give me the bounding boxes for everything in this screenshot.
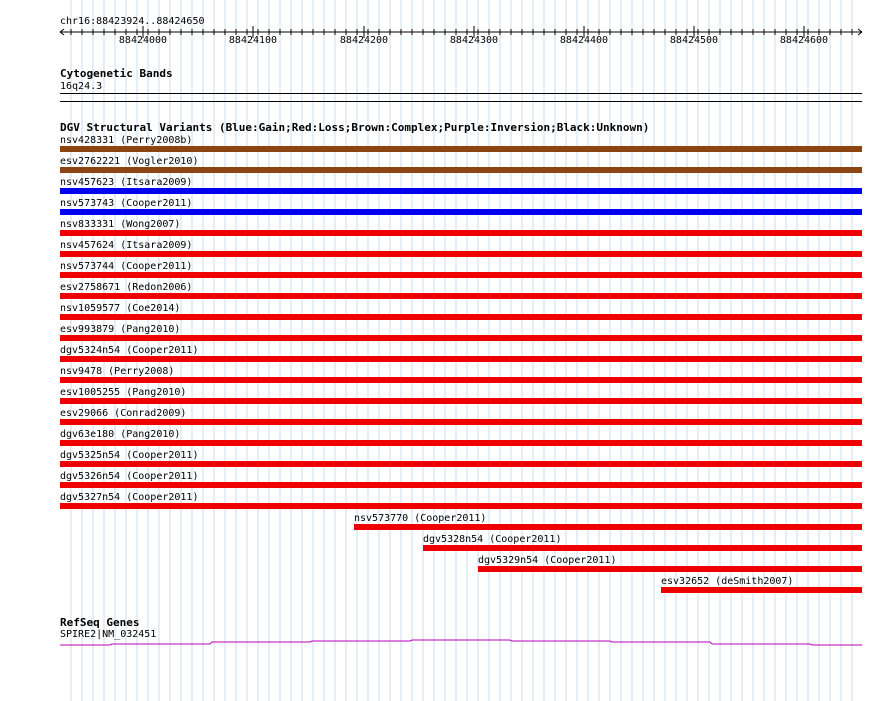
variant-bar-loss[interactable] (478, 566, 862, 572)
variant-label[interactable]: dgv63e180 (Pang2010) (60, 429, 181, 440)
ruler-tick-label: 88424400 (559, 35, 609, 46)
cytoband-title: Cytogenetic Bands (60, 67, 173, 80)
cytoband-line-bottom (60, 101, 862, 102)
region-label: chr16:88423924..88424650 (60, 16, 205, 27)
variant-bar-loss[interactable] (60, 335, 862, 341)
variant-bar-loss[interactable] (423, 545, 862, 551)
variant-bar-loss[interactable] (354, 524, 862, 530)
variant-label[interactable]: nsv9478 (Perry2008) (60, 366, 175, 377)
variant-label[interactable]: nsv457623 (Itsara2009) (60, 177, 193, 188)
variant-bar-loss[interactable] (60, 440, 862, 446)
variant-label[interactable]: nsv428331 (Perry2008b) (60, 135, 193, 146)
variant-label[interactable]: esv2758671 (Redon2006) (60, 282, 193, 293)
ruler-tick-label: 88424300 (449, 35, 499, 46)
variant-label[interactable]: esv993879 (Pang2010) (60, 324, 181, 335)
dgv-title: DGV Structural Variants (Blue:Gain;Red:Loss;Brown:Complex;Purple:Inversion;Black:Unknown) (60, 121, 650, 134)
ruler-tick-label: 88424200 (339, 35, 389, 46)
variant-label[interactable]: esv32652 (deSmith2007) (661, 576, 794, 587)
ruler-tick-label: 88424500 (669, 35, 719, 46)
variant-label[interactable]: dgv5324n54 (Cooper2011) (60, 345, 199, 356)
variant-bar-loss[interactable] (661, 587, 862, 593)
refseq-title: RefSeq Genes (60, 616, 140, 629)
variant-bar-loss[interactable] (60, 461, 862, 467)
variant-label[interactable]: esv29066 (Conrad2009) (60, 408, 187, 419)
variant-bar-loss[interactable] (60, 272, 862, 278)
variant-bar-loss[interactable] (60, 356, 862, 362)
variant-bar-loss[interactable] (60, 398, 862, 404)
ruler-tick-label: 88424100 (228, 35, 278, 46)
variant-bar-loss[interactable] (60, 377, 862, 383)
cytoband-label: 16q24.3 (60, 81, 103, 92)
variant-bar-loss[interactable] (60, 314, 862, 320)
variant-label[interactable]: nsv833331 (Wong2007) (60, 219, 181, 230)
variant-label[interactable]: dgv5325n54 (Cooper2011) (60, 450, 199, 461)
variant-label[interactable]: esv1005255 (Pang2010) (60, 387, 187, 398)
ruler-tick-label: 88424000 (118, 35, 168, 46)
cytoband-line-top (60, 93, 862, 94)
variant-label[interactable]: dgv5328n54 (Cooper2011) (423, 534, 562, 545)
variant-label[interactable]: dgv5329n54 (Cooper2011) (478, 555, 617, 566)
variant-label[interactable]: nsv573743 (Cooper2011) (60, 198, 193, 209)
variant-bar-loss[interactable] (60, 482, 862, 488)
variant-bar-loss[interactable] (60, 251, 862, 257)
ruler-tick-label: 88424600 (779, 35, 829, 46)
variant-label[interactable]: nsv1059577 (Coe2014) (60, 303, 181, 314)
variant-label[interactable]: dgv5326n54 (Cooper2011) (60, 471, 199, 482)
refseq-gene-model[interactable] (0, 636, 890, 648)
variant-bar-loss[interactable] (60, 419, 862, 425)
variant-bar-loss[interactable] (60, 293, 862, 299)
variant-bar-loss[interactable] (60, 230, 862, 236)
variant-label[interactable]: nsv573744 (Cooper2011) (60, 261, 193, 272)
variant-bar-complex[interactable] (60, 167, 862, 173)
variant-bar-loss[interactable] (60, 503, 862, 509)
variant-bar-gain[interactable] (60, 188, 862, 194)
refseq-gene-label[interactable]: SPIRE2|NM_032451 (60, 629, 157, 640)
variant-bar-complex[interactable] (60, 146, 862, 152)
variant-label[interactable]: nsv457624 (Itsara2009) (60, 240, 193, 251)
variant-label[interactable]: esv2762221 (Vogler2010) (60, 156, 199, 167)
variant-bar-gain[interactable] (60, 209, 862, 215)
variant-label[interactable]: nsv573770 (Cooper2011) (354, 513, 487, 524)
variant-label[interactable]: dgv5327n54 (Cooper2011) (60, 492, 199, 503)
